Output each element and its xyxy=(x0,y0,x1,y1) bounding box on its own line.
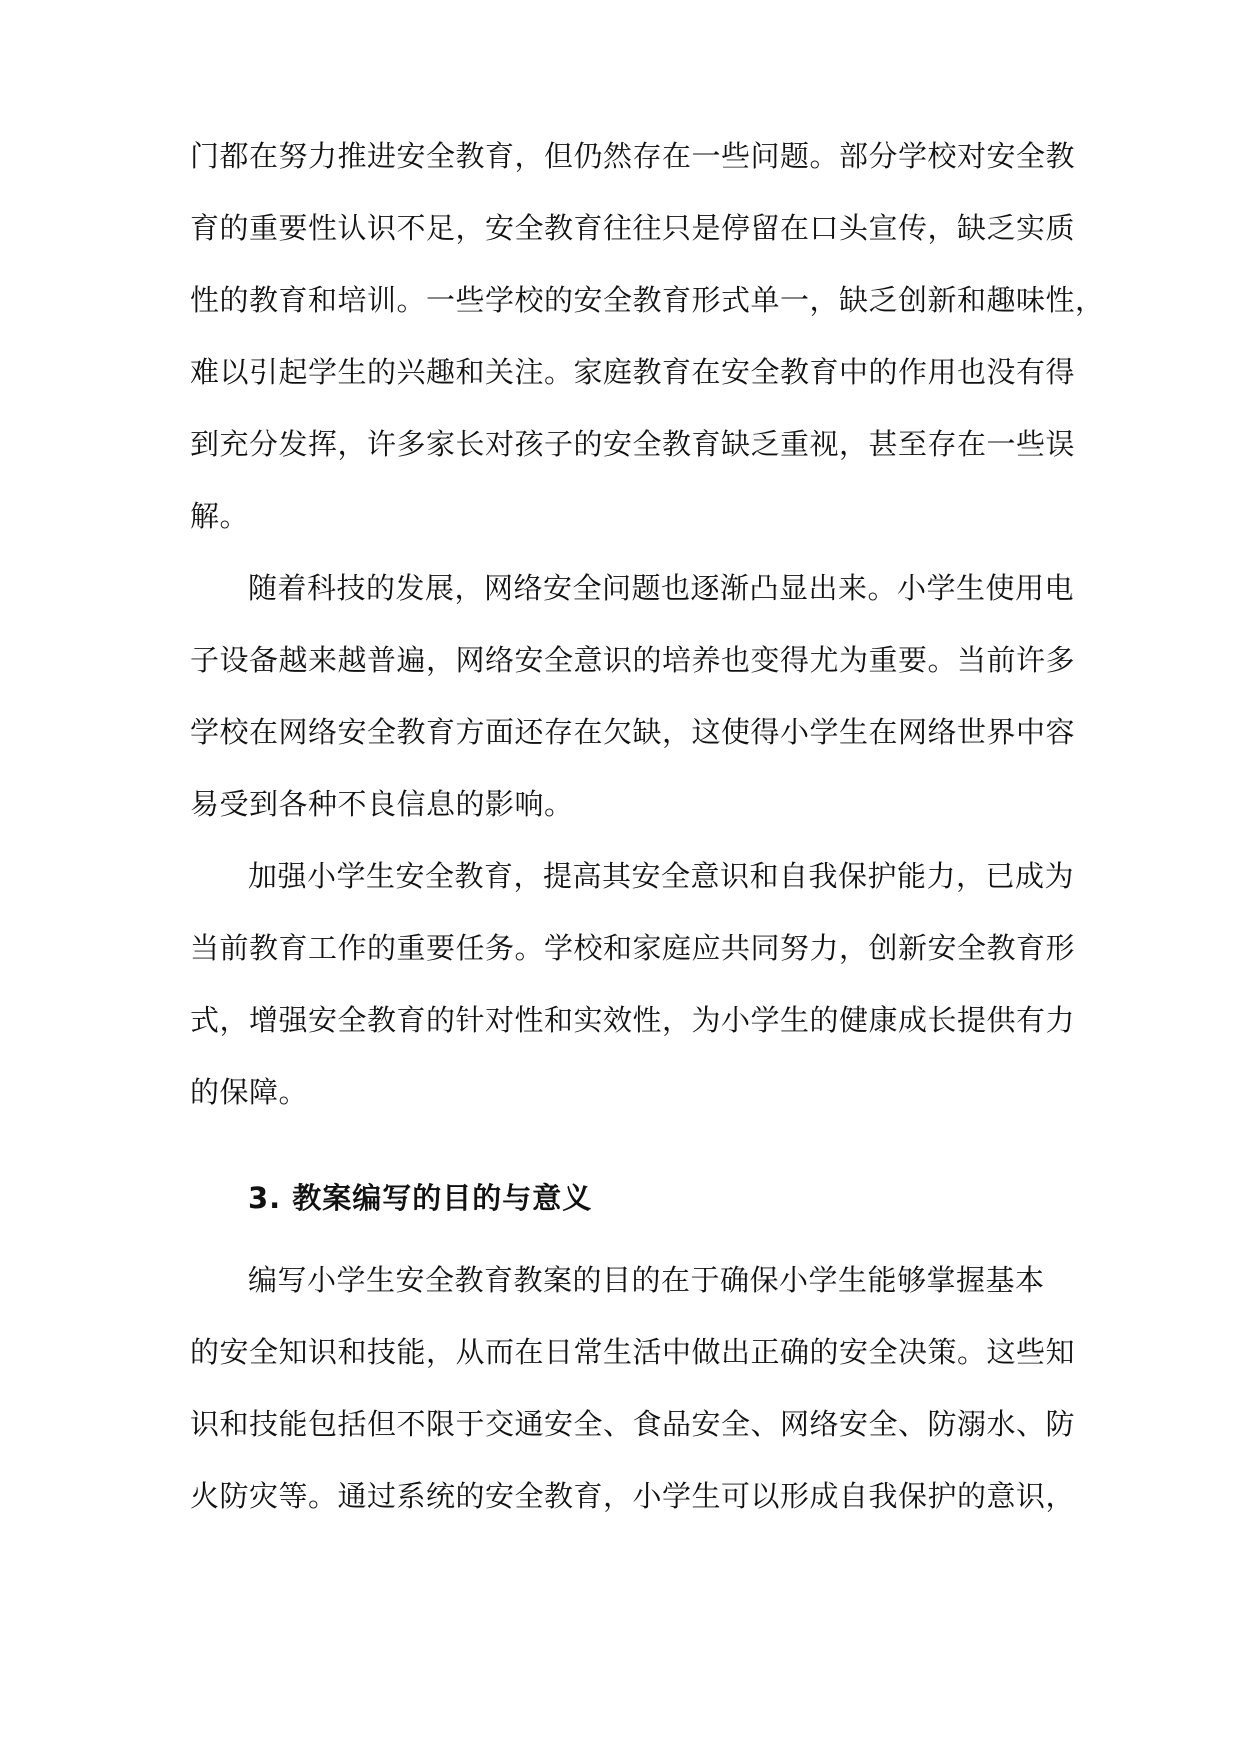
paragraph-line: 当前教育工作的重要任务。学校和家庭应共同努力，创新安全教育形 xyxy=(190,931,1076,965)
paragraph-line: 子设备越来越普遍，网络安全意识的培养也变得尤为重要。当前许多 xyxy=(190,643,1076,677)
paragraph-line: 育的重要性认识不足，安全教育往往只是停留在口头宣传，缺乏实质 xyxy=(190,211,1076,245)
paragraph-line: 门都在努力推进安全教育，但仍然存在一些问题。部分学校对安全教 xyxy=(190,139,1076,173)
paragraph-line: 解。 xyxy=(190,499,250,533)
paragraph-line: 火防灾等。通过系统的安全教育，小学生可以形成自我保护的意识， xyxy=(190,1479,1076,1513)
section-heading: 3. 教案编写的目的与意义 xyxy=(248,1181,593,1215)
paragraph-line: 的保障。 xyxy=(190,1075,309,1109)
paragraph-line: 性的教育和培训。一些学校的安全教育形式单一，缺乏创新和趣味性， xyxy=(190,283,1105,317)
paragraph-line: 学校在网络安全教育方面还存在欠缺，这使得小学生在网络世界中容 xyxy=(190,715,1076,749)
paragraph-line: 加强小学生安全教育，提高其安全意识和自我保护能力，已成为 xyxy=(248,859,1075,893)
paragraph-line: 识和技能包括但不限于交通安全、食品安全、网络安全、防溺水、防 xyxy=(190,1407,1076,1441)
paragraph-line: 随着科技的发展，网络安全问题也逐渐凸显出来。小学生使用电 xyxy=(248,571,1075,605)
paragraph-line: 式，增强安全教育的针对性和实效性，为小学生的健康成长提供有力 xyxy=(190,1003,1076,1037)
paragraph-line: 编写小学生安全教育教案的目的在于确保小学生能够掌握基本 xyxy=(248,1263,1045,1297)
paragraph-line: 的安全知识和技能，从而在日常生活中做出正确的安全决策。这些知 xyxy=(190,1335,1076,1369)
paragraph-line: 难以引起学生的兴趣和关注。家庭教育在安全教育中的作用也没有得 xyxy=(190,355,1076,389)
paragraph-line: 易受到各种不良信息的影响。 xyxy=(190,787,574,821)
paragraph-line: 到充分发挥，许多家长对孩子的安全教育缺乏重视，甚至存在一些误 xyxy=(190,427,1076,461)
